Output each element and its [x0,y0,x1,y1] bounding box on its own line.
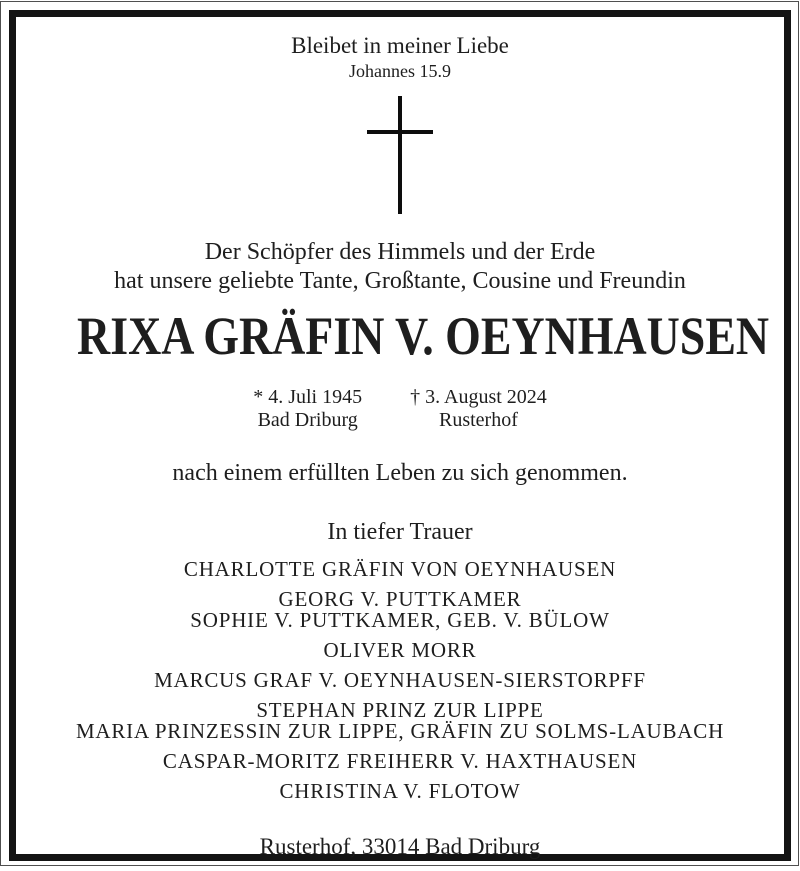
mourner-name: CHARLOTTE GRÄFIN VON OEYNHAUSEN [183,557,617,581]
notice-frame [9,10,791,861]
mourner-name: MARCUS GRAF V. OEYNHAUSEN-SIERSTORPFF [154,668,646,692]
cross-horizontal-bar [367,130,433,134]
introduction-text [16,238,784,296]
mourner-name: MARIA PRINZESSIN ZUR LIPPE, GRÄFIN ZU SOLMS-LAUBACH [75,719,725,743]
mourner-name: OLIVER MORR [323,638,477,662]
address-footer: Rusterhof, 33014 Bad Driburg [259,834,541,859]
mourner-group [16,700,784,742]
mourner-group [16,640,784,661]
mourner-name: GEORG V. PUTTKAMER [278,587,522,611]
birth-info [253,386,362,432]
death-info [410,386,547,432]
cross-icon [367,96,433,214]
closing-line: nach einem erfüllten Leben zu sich genommen. [172,460,628,486]
notice-content [16,17,784,859]
cross-vertical-bar [398,96,402,214]
life-dates [16,386,784,432]
mourning-header: In tiefer Trauer [327,519,473,545]
mourner-group [16,670,784,691]
death-date: † 3. August 2024 [410,386,547,408]
intro-line-1: Der Schöpfer des Himmels und der Erde [204,239,596,265]
birth-place: Bad Driburg [257,409,358,431]
death-place: Rusterhof [439,409,518,431]
mourner-name: CHRISTINA V. FLOTOW [279,779,521,803]
scripture-reference: Johannes 15.9 [349,61,451,81]
mourner-group [16,589,784,631]
mourner-group [16,751,784,772]
mourner-group [16,559,784,580]
mourner-name: CASPAR-MORITZ FREIHERR V. HAXTHAUSEN [162,749,638,773]
mourner-group [16,781,784,802]
intro-line-2: hat unsere geliebte Tante, Großtante, Cousine und Freundin [114,268,686,294]
mourner-name: STEPHAN PRINZ ZUR LIPPE [256,698,544,722]
mourners-list [16,559,784,802]
birth-date: * 4. Juli 1945 [253,386,363,408]
mourner-name: SOPHIE V. PUTTKAMER, GEB. V. BÜLOW [190,608,610,632]
deceased-name-row [16,306,784,380]
deceased-name: RIXA GRÄFIN V. OEYNHAUSEN [77,306,770,366]
scripture-quote: Bleibet in meiner Liebe [291,33,509,58]
